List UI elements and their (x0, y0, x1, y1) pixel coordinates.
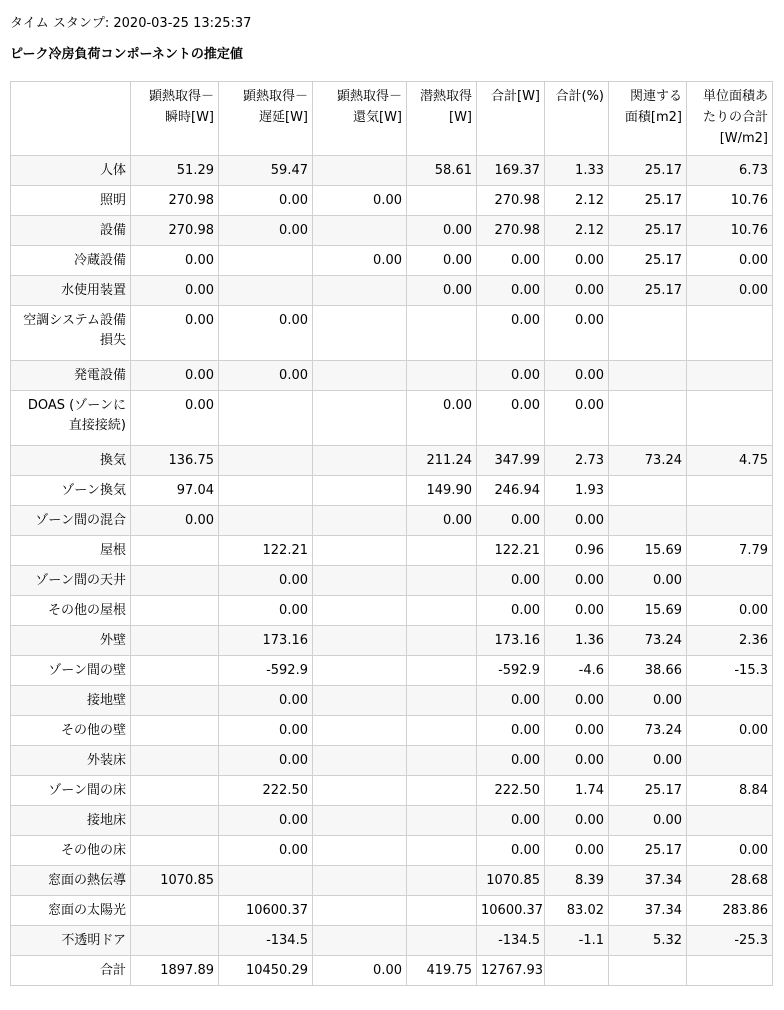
row-label: 外装床 (11, 746, 131, 776)
table-cell: 1.74 (545, 776, 609, 806)
table-row (11, 306, 773, 361)
column-header: 単位面積あ たりの合計 [W/m2] (687, 82, 773, 156)
row-label: ゾーン間の床 (11, 776, 131, 806)
table-cell (407, 566, 477, 596)
table-cell: 0.00 (477, 716, 545, 746)
row-label: 人体 (11, 156, 131, 186)
table-cell: 0.00 (313, 186, 407, 216)
table-cell: 0.00 (477, 246, 545, 276)
table-header-row (11, 82, 773, 156)
table-cell: -134.5 (477, 926, 545, 956)
table-cell (313, 926, 407, 956)
table-row (11, 596, 773, 626)
table-cell: 6.73 (687, 156, 773, 186)
column-header: 顕熱取得－ 遅延[W] (219, 82, 313, 156)
table-cell (407, 926, 477, 956)
table-cell: 0.00 (407, 506, 477, 536)
table-cell (407, 656, 477, 686)
table-cell: 10.76 (687, 186, 773, 216)
table-cell: 4.75 (687, 446, 773, 476)
row-label: 屋根 (11, 536, 131, 566)
row-label: 合計 (11, 956, 131, 986)
table-cell: 0.00 (407, 216, 477, 246)
table-cell (687, 306, 773, 361)
table-cell: -4.6 (545, 656, 609, 686)
table-cell (313, 596, 407, 626)
table-row (11, 391, 773, 446)
table-row (11, 361, 773, 391)
table-cell: 0.00 (407, 391, 477, 446)
row-label: ゾーン間の天井 (11, 566, 131, 596)
table-cell (131, 836, 219, 866)
table-cell (313, 216, 407, 246)
table-cell (609, 956, 687, 986)
row-label: 冷蔵設備 (11, 246, 131, 276)
table-row (11, 836, 773, 866)
table-cell (407, 306, 477, 361)
table-cell (131, 896, 219, 926)
table-cell: 0.00 (131, 306, 219, 361)
table-cell: 0.00 (407, 246, 477, 276)
table-cell (687, 746, 773, 776)
table-cell (407, 186, 477, 216)
table-row (11, 926, 773, 956)
table-cell: 7.79 (687, 536, 773, 566)
table-cell: 37.34 (609, 896, 687, 926)
table-row (11, 186, 773, 216)
table-cell: 122.21 (477, 536, 545, 566)
table-cell: 0.00 (609, 686, 687, 716)
table-cell: 173.16 (219, 626, 313, 656)
table-cell (609, 506, 687, 536)
column-header: 顕熱取得－ 瞬時[W] (131, 82, 219, 156)
table-cell (313, 776, 407, 806)
table-cell: 1897.89 (131, 956, 219, 986)
table-cell: 73.24 (609, 626, 687, 656)
row-label: 換気 (11, 446, 131, 476)
table-cell (407, 626, 477, 656)
table-cell: 122.21 (219, 536, 313, 566)
table-cell: 51.29 (131, 156, 219, 186)
table-cell (407, 866, 477, 896)
table-cell: 419.75 (407, 956, 477, 986)
row-label: 発電設備 (11, 361, 131, 391)
row-label: 照明 (11, 186, 131, 216)
table-cell (313, 746, 407, 776)
table-row (11, 716, 773, 746)
table-cell: 222.50 (477, 776, 545, 806)
table-cell (219, 446, 313, 476)
table-cell (313, 686, 407, 716)
table-cell (313, 566, 407, 596)
table-cell (313, 476, 407, 506)
table-cell: 0.00 (477, 686, 545, 716)
row-label: その他の壁 (11, 716, 131, 746)
table-cell: -134.5 (219, 926, 313, 956)
table-cell: 0.00 (477, 746, 545, 776)
table-cell: 2.36 (687, 626, 773, 656)
table-cell: 0.00 (545, 596, 609, 626)
table-cell: 1070.85 (131, 866, 219, 896)
row-label: ゾーン換気 (11, 476, 131, 506)
row-label: 外壁 (11, 626, 131, 656)
table-cell: 0.00 (313, 246, 407, 276)
table-cell: 10600.37 (477, 896, 545, 926)
table-cell (609, 361, 687, 391)
table-cell (131, 746, 219, 776)
table-cell: 136.75 (131, 446, 219, 476)
table-cell: 0.00 (477, 391, 545, 446)
table-cell (313, 806, 407, 836)
table-cell: 270.98 (131, 186, 219, 216)
table-cell (687, 956, 773, 986)
table-row (11, 896, 773, 926)
table-row (11, 866, 773, 896)
table-cell: 0.00 (545, 246, 609, 276)
table-cell (313, 306, 407, 361)
table-cell: 2.73 (545, 446, 609, 476)
table-cell: 0.00 (545, 686, 609, 716)
table-cell: 0.00 (545, 716, 609, 746)
row-label: 水使用装置 (11, 276, 131, 306)
table-cell: 25.17 (609, 836, 687, 866)
table-cell: 347.99 (477, 446, 545, 476)
table-cell: 0.00 (219, 186, 313, 216)
table-cell: 0.00 (609, 806, 687, 836)
column-header: 潜熱取得 [W] (407, 82, 477, 156)
row-label: ゾーン間の混合 (11, 506, 131, 536)
table-cell: 173.16 (477, 626, 545, 656)
table-cell: 12767.93 (477, 956, 545, 986)
row-label: 空調システム設備 損失 (11, 306, 131, 361)
table-cell (687, 806, 773, 836)
column-header: 関連する 面積[m2] (609, 82, 687, 156)
table-cell: 0.00 (477, 306, 545, 361)
table-cell: 0.00 (477, 276, 545, 306)
table-cell: 83.02 (545, 896, 609, 926)
table-cell: -592.9 (477, 656, 545, 686)
row-label: DOAS (ゾーンに 直接接続) (11, 391, 131, 446)
table-cell: 0.00 (477, 596, 545, 626)
table-cell: 149.90 (407, 476, 477, 506)
table-cell: 10600.37 (219, 896, 313, 926)
table-cell (407, 716, 477, 746)
table-cell: 73.24 (609, 716, 687, 746)
table-cell: 0.00 (219, 361, 313, 391)
table-cell (131, 656, 219, 686)
table-cell (313, 716, 407, 746)
table-cell (407, 361, 477, 391)
table-cell: 270.98 (131, 216, 219, 246)
table-cell (545, 956, 609, 986)
table-cell: 0.00 (219, 566, 313, 596)
table-cell (131, 626, 219, 656)
table-cell (407, 536, 477, 566)
table-cell (313, 391, 407, 446)
table-cell: 270.98 (477, 216, 545, 246)
table-cell: 25.17 (609, 216, 687, 246)
table-cell (219, 276, 313, 306)
row-label: その他の床 (11, 836, 131, 866)
table-cell (609, 306, 687, 361)
table-cell (313, 656, 407, 686)
table-cell: 59.47 (219, 156, 313, 186)
table-cell: 0.00 (545, 391, 609, 446)
table-cell: 0.00 (477, 506, 545, 536)
table-cell (313, 446, 407, 476)
row-label: 接地壁 (11, 686, 131, 716)
table-cell: 38.66 (609, 656, 687, 686)
table-cell: 0.00 (545, 506, 609, 536)
table-cell: 15.69 (609, 596, 687, 626)
table-cell: 0.00 (687, 276, 773, 306)
table-cell: 0.00 (219, 716, 313, 746)
table-cell: 10.76 (687, 216, 773, 246)
table-cell: 0.00 (477, 361, 545, 391)
table-cell (313, 506, 407, 536)
row-label: 窓面の太陽光 (11, 896, 131, 926)
table-cell: 1.93 (545, 476, 609, 506)
table-cell: 0.00 (609, 746, 687, 776)
cooling-load-table (10, 81, 773, 986)
table-cell (313, 276, 407, 306)
table-cell: 0.00 (219, 806, 313, 836)
table-cell (219, 391, 313, 446)
table-cell: 8.84 (687, 776, 773, 806)
table-row (11, 156, 773, 186)
table-cell: 2.12 (545, 186, 609, 216)
table-cell (131, 596, 219, 626)
table-cell: 25.17 (609, 276, 687, 306)
table-cell: 10450.29 (219, 956, 313, 986)
table-cell (407, 746, 477, 776)
table-cell (219, 476, 313, 506)
table-cell: 0.00 (131, 506, 219, 536)
table-row (11, 686, 773, 716)
table-cell: 0.00 (407, 276, 477, 306)
table-cell: 5.32 (609, 926, 687, 956)
table-cell: 222.50 (219, 776, 313, 806)
table-cell (131, 926, 219, 956)
table-cell (313, 866, 407, 896)
table-cell: 0.00 (687, 246, 773, 276)
table-cell: 0.00 (545, 836, 609, 866)
table-cell: 0.00 (219, 216, 313, 246)
table-cell: 0.00 (477, 806, 545, 836)
table-cell: 1070.85 (477, 866, 545, 896)
column-header: 合計[W] (477, 82, 545, 156)
table-cell: -592.9 (219, 656, 313, 686)
table-cell: 97.04 (131, 476, 219, 506)
table-cell: 25.17 (609, 186, 687, 216)
table-cell (407, 836, 477, 866)
column-header (11, 82, 131, 156)
table-cell (407, 896, 477, 926)
table-cell (131, 806, 219, 836)
table-cell (407, 776, 477, 806)
table-cell (687, 476, 773, 506)
table-row (11, 476, 773, 506)
table-cell: 2.12 (545, 216, 609, 246)
table-cell: 25.17 (609, 246, 687, 276)
table-cell (687, 566, 773, 596)
table-cell: 15.69 (609, 536, 687, 566)
column-header: 合計(%) (545, 82, 609, 156)
table-body (11, 156, 773, 986)
table-cell: 0.00 (131, 361, 219, 391)
table-cell: 1.33 (545, 156, 609, 186)
table-cell (131, 686, 219, 716)
table-cell: 0.00 (131, 391, 219, 446)
table-cell (609, 391, 687, 446)
table-cell: 0.00 (545, 306, 609, 361)
column-header: 顕熱取得－ 還気[W] (313, 82, 407, 156)
table-cell (313, 836, 407, 866)
table-cell (219, 866, 313, 896)
table-cell: 8.39 (545, 866, 609, 896)
table-cell: 58.61 (407, 156, 477, 186)
table-cell (131, 566, 219, 596)
table-cell: 73.24 (609, 446, 687, 476)
table-cell: 25.17 (609, 776, 687, 806)
table-cell: 0.00 (219, 596, 313, 626)
table-row (11, 566, 773, 596)
table-cell: 0.00 (131, 276, 219, 306)
table-cell (131, 776, 219, 806)
table-cell: 169.37 (477, 156, 545, 186)
table-cell: 0.00 (219, 836, 313, 866)
table-cell (687, 361, 773, 391)
table-row (11, 776, 773, 806)
table-cell: 28.68 (687, 866, 773, 896)
page-title: ピーク冷房負荷コンポーネントの推定値 (10, 47, 243, 62)
table-cell: 211.24 (407, 446, 477, 476)
row-label: その他の屋根 (11, 596, 131, 626)
table-cell: 0.00 (545, 566, 609, 596)
table-cell: 270.98 (477, 186, 545, 216)
table-cell (313, 536, 407, 566)
table-cell: 283.86 (687, 896, 773, 926)
table-cell: 0.00 (219, 306, 313, 361)
table-row (11, 656, 773, 686)
row-label: 窓面の熱伝導 (11, 866, 131, 896)
table-cell: 0.00 (545, 806, 609, 836)
table-cell: 0.00 (131, 246, 219, 276)
table-cell: 0.00 (545, 361, 609, 391)
table-cell (219, 506, 313, 536)
table-cell: 37.34 (609, 866, 687, 896)
table-row (11, 956, 773, 986)
table-cell: 0.00 (219, 746, 313, 776)
table-cell: 0.00 (687, 836, 773, 866)
table-cell (219, 246, 313, 276)
row-label: 接地床 (11, 806, 131, 836)
table-cell (407, 806, 477, 836)
table-cell: 0.00 (545, 746, 609, 776)
table-cell: 0.00 (313, 956, 407, 986)
table-cell (131, 716, 219, 746)
table-cell: 25.17 (609, 156, 687, 186)
row-label: 不透明ドア (11, 926, 131, 956)
table-row (11, 506, 773, 536)
table-row (11, 746, 773, 776)
table-row (11, 216, 773, 246)
table-row (11, 536, 773, 566)
table-row (11, 626, 773, 656)
table-row (11, 246, 773, 276)
table-row (11, 446, 773, 476)
row-label: ゾーン間の壁 (11, 656, 131, 686)
table-cell: 0.00 (477, 836, 545, 866)
table-cell: 0.00 (687, 716, 773, 746)
table-cell (313, 896, 407, 926)
table-cell (407, 686, 477, 716)
table-cell: 0.96 (545, 536, 609, 566)
table-row (11, 276, 773, 306)
table-cell: 0.00 (545, 276, 609, 306)
table-cell: 246.94 (477, 476, 545, 506)
table-cell (313, 156, 407, 186)
table-cell: 0.00 (219, 686, 313, 716)
table-cell: -25.3 (687, 926, 773, 956)
timestamp: タイム スタンプ: 2020-03-25 13:25:37 (10, 16, 252, 31)
table-cell (609, 476, 687, 506)
table-cell (313, 361, 407, 391)
table-cell: 0.00 (477, 566, 545, 596)
table-cell (313, 626, 407, 656)
table-cell (407, 596, 477, 626)
table-cell: 0.00 (609, 566, 687, 596)
table-cell (687, 391, 773, 446)
table-cell: -1.1 (545, 926, 609, 956)
table-cell (687, 506, 773, 536)
table-row (11, 806, 773, 836)
table-cell: 1.36 (545, 626, 609, 656)
row-label: 設備 (11, 216, 131, 246)
table-cell: 0.00 (687, 596, 773, 626)
table-cell (131, 536, 219, 566)
table-cell (687, 686, 773, 716)
table-cell: -15.3 (687, 656, 773, 686)
